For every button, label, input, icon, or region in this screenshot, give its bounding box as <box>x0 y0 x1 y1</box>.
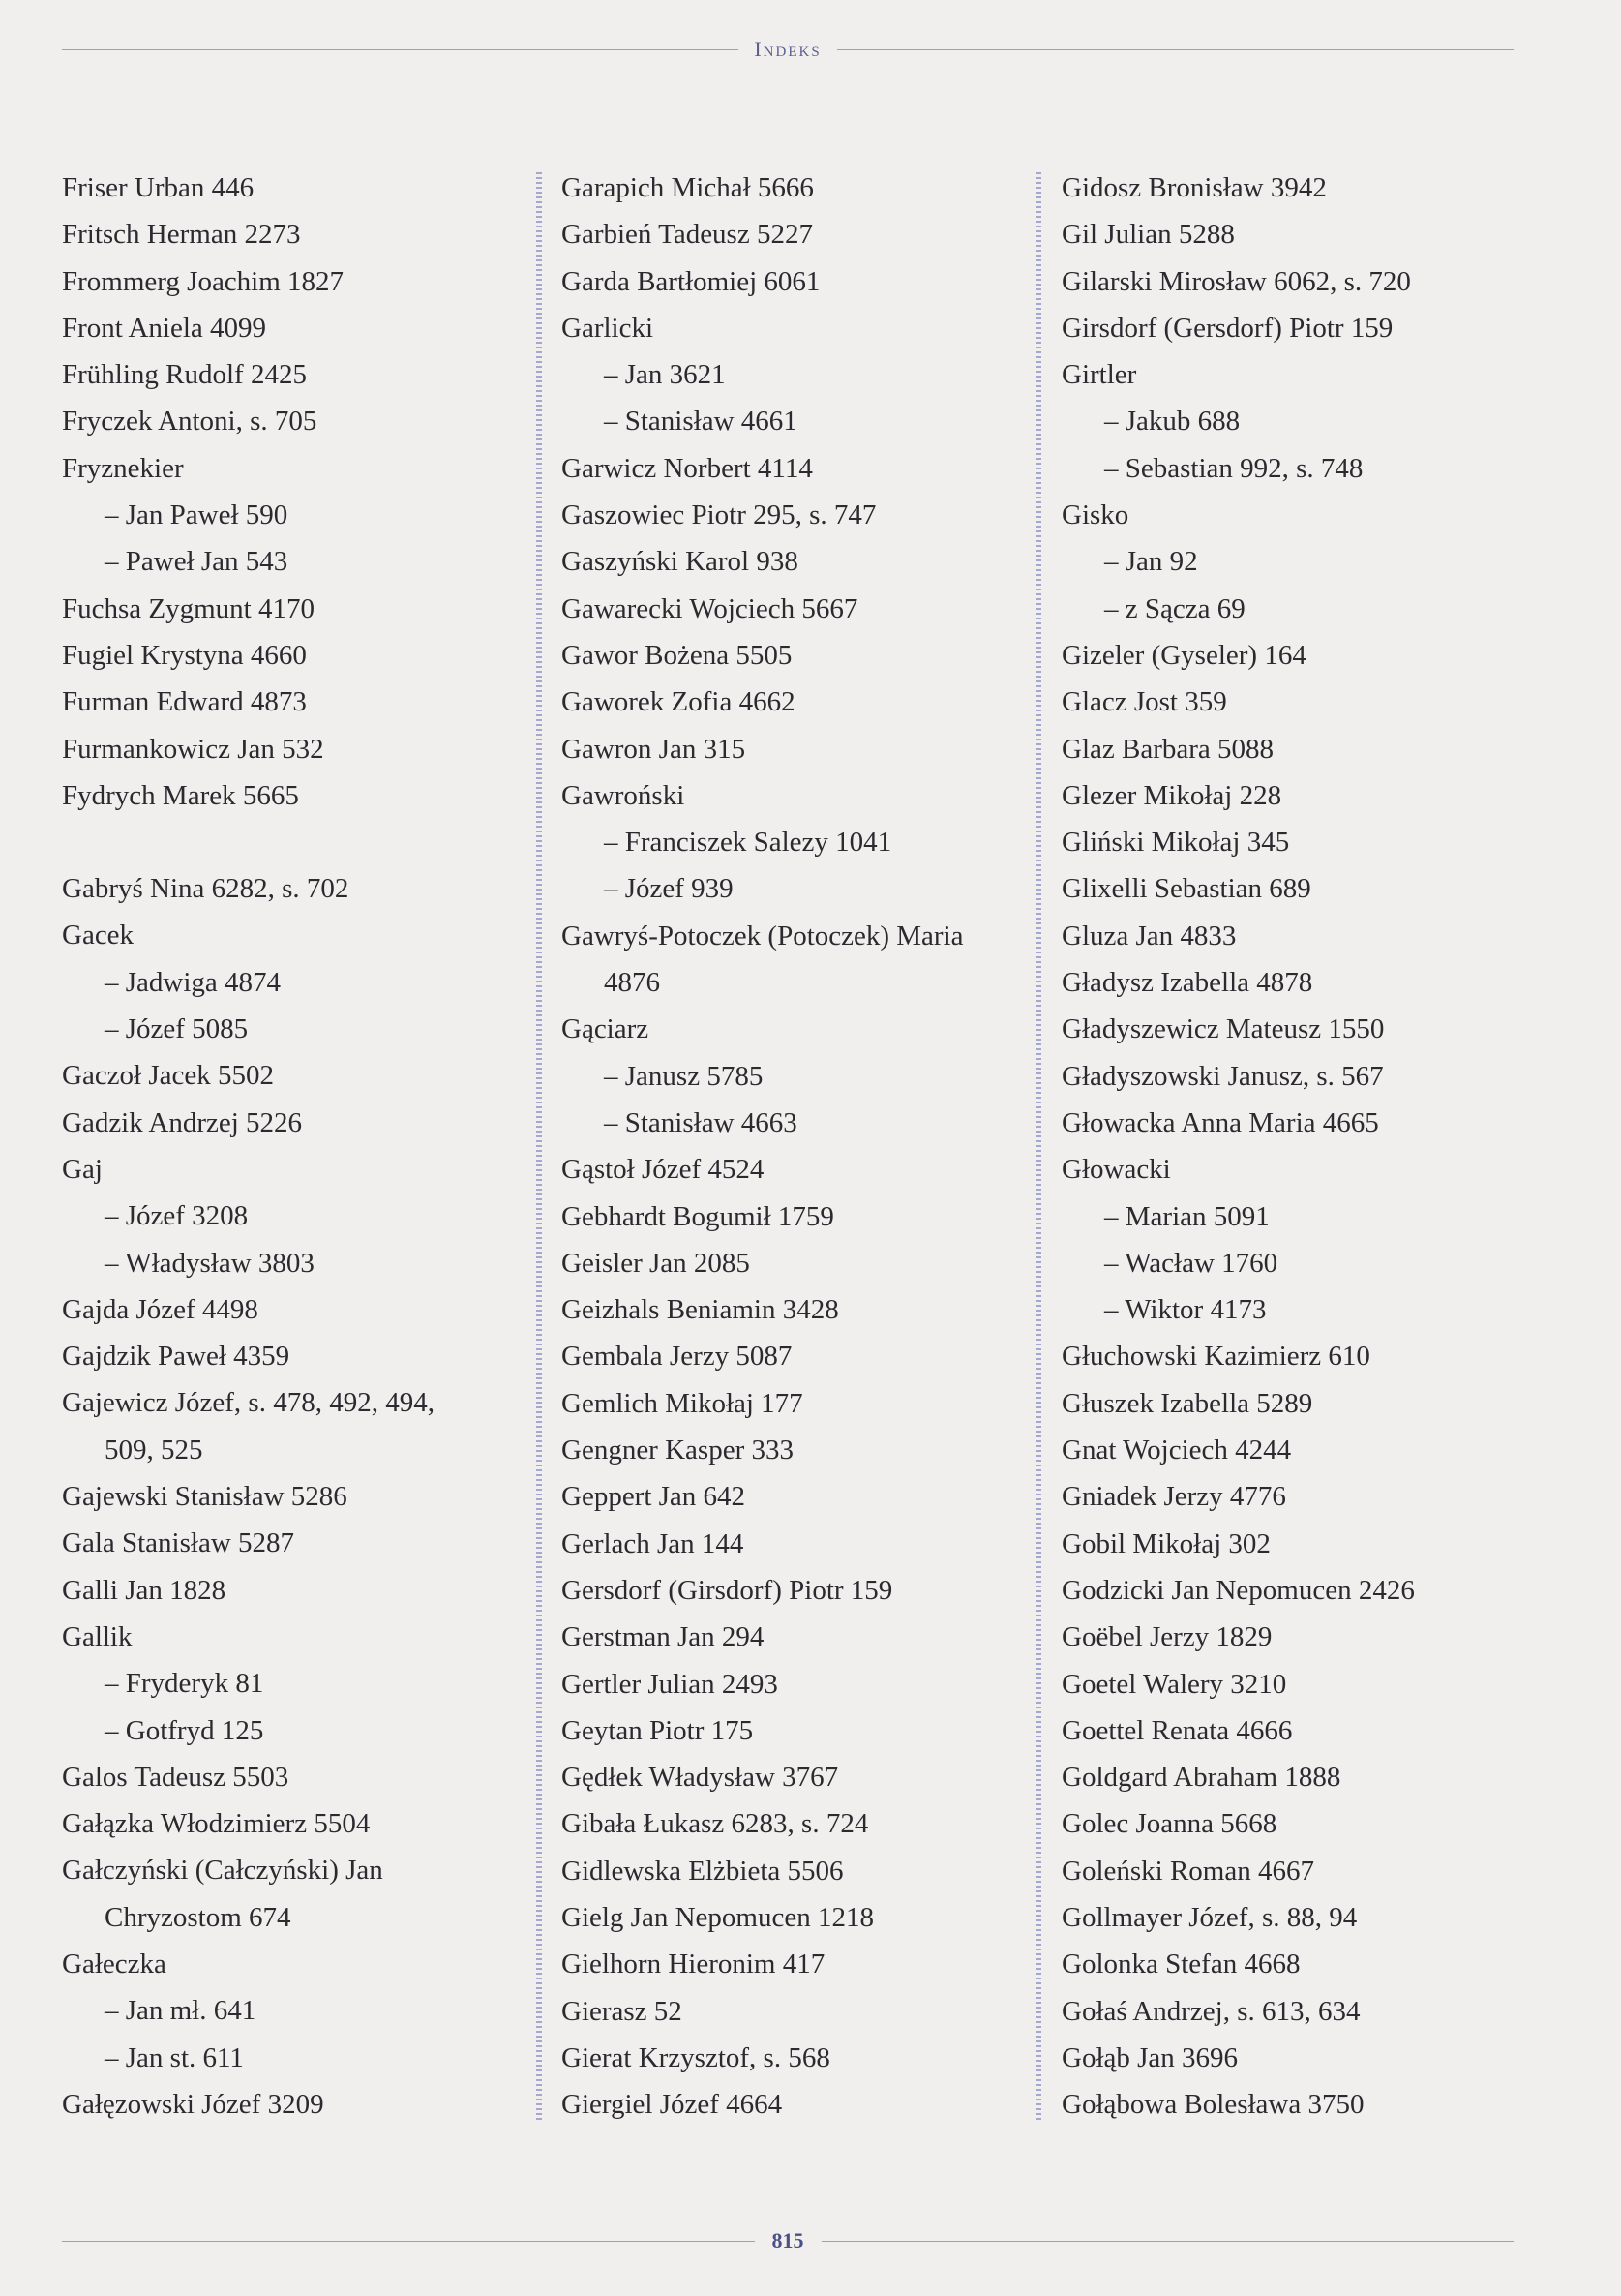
index-entry: Gołaś Andrzej, s. 613, 634 <box>1062 1995 1361 2027</box>
index-entry: Gołąb Jan 3696 <box>1062 2041 1239 2073</box>
index-subentry: – Janusz 5785 <box>604 1060 764 1092</box>
index-entry: Gąstoł Józef 4524 <box>561 1154 765 1186</box>
index-entry: Gilarski Mirosław 6062, s. 720 <box>1062 265 1411 297</box>
index-subentry: – Wacław 1760 <box>1104 1247 1278 1279</box>
index-entry: Gaszyński Karol 938 <box>561 546 798 578</box>
index-entry: Gałczyński (Całczyński) Jan <box>62 1855 383 1887</box>
index-entry: Gadzik Andrzej 5226 <box>62 1106 303 1138</box>
index-entry: Gliński Mikołaj 345 <box>1062 827 1290 859</box>
index-entry: Garapich Michał 5666 <box>561 172 814 203</box>
index-entry: Głuszek Izabella 5289 <box>1062 1387 1313 1419</box>
index-entry: Fritsch Herman 2273 <box>62 219 301 251</box>
index-entry: Gierasz 52 <box>561 1995 682 2027</box>
index-subentry: – Stanisław 4661 <box>604 406 797 438</box>
index-entry: Gajewicz Józef, s. 478, 492, 494, <box>62 1387 435 1419</box>
index-entry: Goldgard Abraham 1888 <box>1062 1762 1341 1794</box>
index-entry: Gielhorn Hieronim 417 <box>561 1949 826 1980</box>
index-entry: Fydrych Marek 5665 <box>62 779 299 811</box>
index-entry: Gersdorf (Girsdorf) Piotr 159 <box>561 1574 893 1606</box>
header-rule-right <box>837 49 1514 50</box>
index-entry: Gładysz Izabella 4878 <box>1062 967 1313 999</box>
index-entry: Gawroński <box>561 779 685 811</box>
index-entry: Giergiel Józef 4664 <box>561 2089 783 2121</box>
index-entry: Golonka Stefan 4668 <box>1062 1949 1301 1980</box>
index-entry: Gędłek Władysław 3767 <box>561 1762 839 1794</box>
index-entry: Gierat Krzysztof, s. 568 <box>561 2041 830 2073</box>
page-footer <box>62 2226 1514 2255</box>
index-entry: Gładyszowski Janusz, s. 567 <box>1062 1060 1384 1092</box>
index-subentry: – Jan mł. 641 <box>105 1995 256 2027</box>
index-entry: Gebhardt Bogumił 1759 <box>561 1200 834 1232</box>
index-entry: Friser Urban 446 <box>62 172 255 203</box>
index-subentry: – Jan st. 611 <box>105 2041 244 2073</box>
index-subentry: – Stanisław 4663 <box>604 1106 797 1138</box>
index-entry: Gajewski Stanisław 5286 <box>62 1481 347 1513</box>
index-entry: Girtler <box>1062 359 1137 391</box>
index-entry: Glezer Mikołaj 228 <box>1062 779 1282 811</box>
index-entry: Gaj <box>62 1153 103 1185</box>
column-divider <box>536 172 542 2123</box>
index-entry: Garlicki <box>561 312 654 344</box>
index-entry: Gaworek Zofia 4662 <box>561 686 795 718</box>
index-entry: Głuchowski Kazimierz 610 <box>1062 1341 1370 1373</box>
index-entry: Furman Edward 4873 <box>62 686 307 718</box>
index-entry-continuation: 4876 <box>604 967 660 999</box>
index-entry: Gala Stanisław 5287 <box>62 1527 295 1559</box>
index-entry: Gawron Jan 315 <box>561 733 746 765</box>
index-entry: Geizhals Beniamin 3428 <box>561 1294 839 1326</box>
index-entry: Gembala Jerzy 5087 <box>561 1341 793 1373</box>
index-entry: Goëbel Jerzy 1829 <box>1062 1621 1273 1653</box>
index-entry: Gajdzik Paweł 4359 <box>62 1341 290 1373</box>
index-subentry: – Fryderyk 81 <box>105 1668 264 1700</box>
index-subentry: – Jan 3621 <box>604 359 726 391</box>
index-entry: Gałązka Włodzimierz 5504 <box>62 1808 371 1840</box>
index-entry: Geppert Jan 642 <box>561 1481 746 1513</box>
index-entry: Gielg Jan Nepomucen 1218 <box>561 1901 874 1933</box>
index-entry: Geytan Piotr 175 <box>561 1714 754 1746</box>
index-entry-continuation: 509, 525 <box>105 1434 203 1465</box>
index-subentry: – Jan 92 <box>1104 546 1198 578</box>
index-entry: Gibała Łukasz 6283, s. 724 <box>561 1808 869 1840</box>
running-header <box>62 35 1514 64</box>
index-column-3 <box>1062 165 1526 2128</box>
footer-rule-left <box>62 2241 755 2242</box>
index-entry: Gemlich Mikołaj 177 <box>561 1387 803 1419</box>
index-entry: Gil Julian 5288 <box>1062 219 1235 251</box>
index-entry: Godzicki Jan Nepomucen 2426 <box>1062 1574 1415 1606</box>
index-entry: Gładyszewicz Mateusz 1550 <box>1062 1013 1385 1045</box>
index-entry: Gisko <box>1062 499 1129 531</box>
index-entry: Garda Bartłomiej 6061 <box>561 265 821 297</box>
index-entry: Głowacki <box>1062 1154 1171 1186</box>
index-entry: Glacz Jost 359 <box>1062 686 1227 718</box>
index-entry: Gniadek Jerzy 4776 <box>1062 1481 1286 1513</box>
index-subentry: – Sebastian 992, s. 748 <box>1104 452 1364 484</box>
index-entry: Glixelli Sebastian 689 <box>1062 873 1311 905</box>
index-column-2 <box>561 165 1026 2128</box>
index-subentry: – z Sącza 69 <box>1104 592 1246 624</box>
index-subentry: – Jadwiga 4874 <box>105 966 282 998</box>
index-entry: Gollmayer Józef, s. 88, 94 <box>1062 1901 1358 1933</box>
index-entry: Gałeczka <box>62 1948 166 1979</box>
header-rule-left <box>62 49 738 50</box>
index-entry: Gaczoł Jacek 5502 <box>62 1060 275 1092</box>
index-entry: Goleński Roman 4667 <box>1062 1855 1314 1887</box>
index-entry: Gałęzowski Józef 3209 <box>62 2088 324 2120</box>
index-entry: Gacek <box>62 920 135 952</box>
index-entry: Glaz Barbara 5088 <box>1062 733 1275 765</box>
index-entry: Gnat Wojciech 4244 <box>1062 1435 1292 1466</box>
index-entry: Galos Tadeusz 5503 <box>62 1761 289 1793</box>
index-entry: Frommerg Joachim 1827 <box>62 265 345 297</box>
index-entry: Gawryś-Potoczek (Potoczek) Maria <box>561 920 964 952</box>
index-entry: Galli Jan 1828 <box>62 1574 226 1606</box>
index-entry: Gizeler (Gyseler) 164 <box>1062 639 1306 671</box>
index-subentry: – Jan Paweł 590 <box>105 499 288 531</box>
index-entry: Gołąbowa Bolesława 3750 <box>1062 2089 1365 2121</box>
index-subentry: – Marian 5091 <box>1104 1200 1270 1232</box>
index-entry: Gabryś Nina 6282, s. 702 <box>62 873 349 905</box>
index-entry: Gengner Kasper 333 <box>561 1435 794 1466</box>
index-entry: Gerstman Jan 294 <box>561 1621 765 1653</box>
index-entry: Fuchsa Zygmunt 4170 <box>62 592 315 624</box>
index-entry: Gaszowiec Piotr 295, s. 747 <box>561 499 877 531</box>
index-subentry: – Władysław 3803 <box>105 1247 315 1279</box>
index-subentry: – Józef 5085 <box>105 1013 249 1045</box>
index-entry: Gerlach Jan 144 <box>561 1527 744 1559</box>
index-subentry: – Franciszek Salezy 1041 <box>604 827 892 859</box>
index-entry: Front Aniela 4099 <box>62 312 267 344</box>
index-entry: Garwicz Norbert 4114 <box>561 452 813 484</box>
index-entry: Garbień Tadeusz 5227 <box>561 219 813 251</box>
index-entry: Gajda Józef 4498 <box>62 1293 258 1325</box>
index-subentry: – Paweł Jan 543 <box>105 546 288 578</box>
index-entry: Goettel Renata 4666 <box>1062 1714 1293 1746</box>
index-entry: Girsdorf (Gersdorf) Piotr 159 <box>1062 312 1394 344</box>
index-subentry: – Gotfryd 125 <box>105 1714 264 1746</box>
index-entry: Geisler Jan 2085 <box>561 1247 750 1279</box>
footer-rule-right <box>822 2241 1515 2242</box>
index-entry: Fryczek Antoni, s. 705 <box>62 406 317 438</box>
index-entry: Golec Joanna 5668 <box>1062 1808 1277 1840</box>
index-subentry: – Jakub 688 <box>1104 406 1241 438</box>
index-subentry: – Józef 3208 <box>105 1200 249 1232</box>
index-entry: Fryznekier <box>62 452 184 484</box>
index-column-1 <box>62 165 526 2128</box>
index-entry: Gawarecki Wojciech 5667 <box>561 592 858 624</box>
index-entry: Gidlewska Elżbieta 5506 <box>561 1855 844 1887</box>
index-entry: Furmankowicz Jan 532 <box>62 733 324 765</box>
index-entry: Fugiel Krystyna 4660 <box>62 639 307 671</box>
index-entry: Goetel Walery 3210 <box>1062 1668 1287 1700</box>
index-entry: Gertler Julian 2493 <box>561 1668 778 1700</box>
index-entry: Gobil Mikołaj 302 <box>1062 1527 1271 1559</box>
index-entry: Gluza Jan 4833 <box>1062 920 1237 952</box>
column-divider <box>1036 172 1041 2123</box>
index-entry: Gidosz Bronisław 3942 <box>1062 172 1327 203</box>
header-title: Indeks <box>754 37 822 61</box>
index-entry-continuation: Chryzostom 674 <box>105 1901 291 1933</box>
index-entry: Głowacka Anna Maria 4665 <box>1062 1106 1379 1138</box>
index-entry: Gąciarz <box>561 1013 649 1045</box>
index-entry: Frühling Rudolf 2425 <box>62 359 307 391</box>
index-entry: Gawor Bożena 5505 <box>561 639 793 671</box>
index-subentry: – Józef 939 <box>604 873 734 905</box>
index-subentry: – Wiktor 4173 <box>1104 1294 1267 1326</box>
page-number: 815 <box>771 2228 804 2252</box>
index-entry: Gallik <box>62 1620 133 1652</box>
